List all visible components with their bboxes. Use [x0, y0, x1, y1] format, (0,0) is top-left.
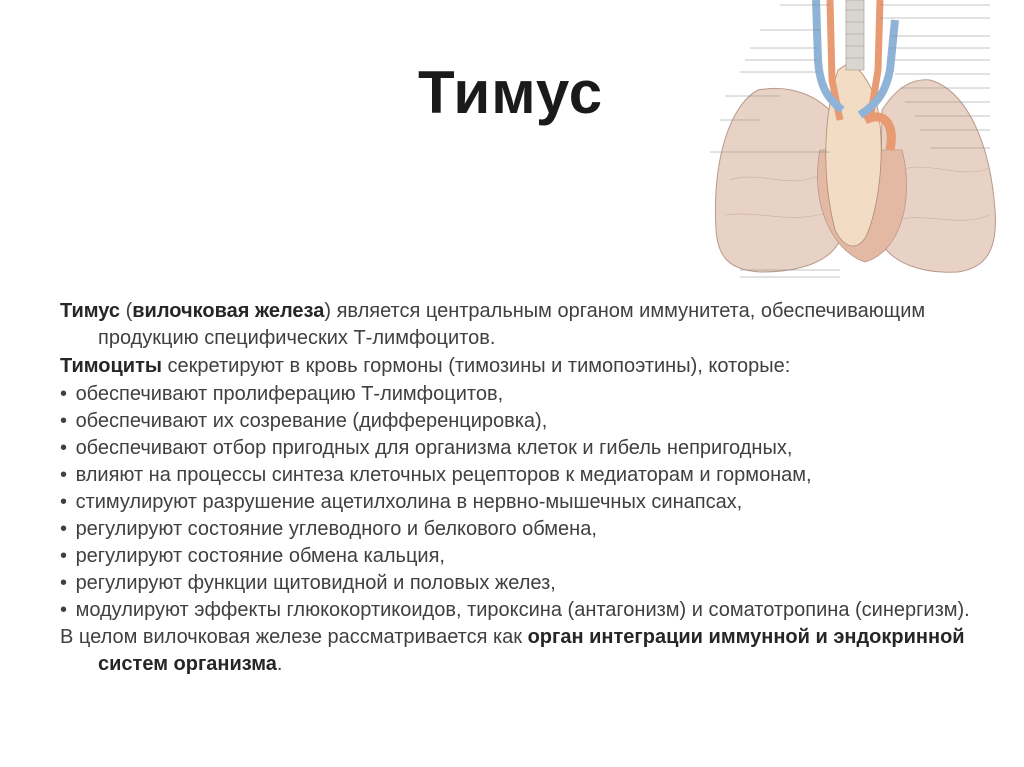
bullet-marker: • [60, 572, 68, 594]
thymus-definition [60, 298, 990, 352]
thymocytes-term: Тимоциты [60, 355, 162, 377]
bullet-marker: • [60, 518, 68, 540]
bullet-marker: • [60, 545, 68, 567]
conclusion [60, 624, 990, 678]
list-item-text: обеспечивают отбор пригодных для организма клеток и гибель непригодных, [75, 437, 793, 459]
list-item [60, 435, 990, 462]
list-item [60, 570, 990, 597]
list-item [60, 489, 990, 516]
bullet-marker: • [60, 599, 68, 621]
list-item [60, 462, 990, 489]
paren-open: ( [120, 300, 133, 322]
bullet-marker: • [60, 464, 68, 486]
list-item [60, 516, 990, 543]
hormone-effects-list [60, 381, 990, 624]
list-item [60, 381, 990, 408]
list-item [60, 597, 990, 624]
thymocytes-text: секретируют в кровь гормоны (тимозины и тимопоэтины), которые: [161, 355, 791, 377]
thymus-anatomy-illustration [690, 0, 1024, 282]
bullet-marker: • [60, 383, 68, 405]
list-item-text: обеспечивают пролиферацию Т-лимфоцитов, [75, 383, 504, 405]
list-item-text: модулируют эффекты глюкокортикоидов, тироксина (антагонизм) и соматотропина (синергизм). [75, 599, 970, 621]
list-item [60, 408, 990, 435]
thymus-synonym: вилочковая железа [132, 300, 325, 322]
thymus-term: Тимус [60, 300, 121, 322]
conclusion-end: . [276, 653, 283, 675]
list-item [60, 543, 990, 570]
list-item-text: регулируют функции щитовидной и половых желез, [75, 572, 556, 594]
bullet-marker: • [60, 437, 68, 459]
bullet-marker: • [60, 491, 68, 513]
list-item-text: регулируют состояние углеводного и белкового обмена, [75, 518, 597, 540]
list-item-text: стимулируют разрушение ацетилхолина в нервно-мышечных синапсах, [75, 491, 743, 513]
list-item-text: влияют на процессы синтеза клеточных рецепторов к медиаторам и гормонам, [75, 464, 812, 486]
slide-body [60, 298, 990, 679]
bullet-marker: • [60, 410, 68, 432]
slide-title: Тимус [418, 59, 604, 126]
thymus-definition-text: ) является центральным органом иммунитета, обеспечивающим продукцию специфических Т-лимфоцитов. [98, 300, 926, 349]
list-item-text: регулируют состояние обмена кальция, [75, 545, 445, 567]
thymocytes-statement [60, 353, 990, 380]
conclusion-emphasis: орган интеграции иммунной и эндокринной систем организма [98, 626, 965, 675]
conclusion-lead: В целом вилочковая железе рассматривается как [60, 626, 528, 648]
list-item-text: обеспечивают их созревание (дифференцировка), [75, 410, 548, 432]
